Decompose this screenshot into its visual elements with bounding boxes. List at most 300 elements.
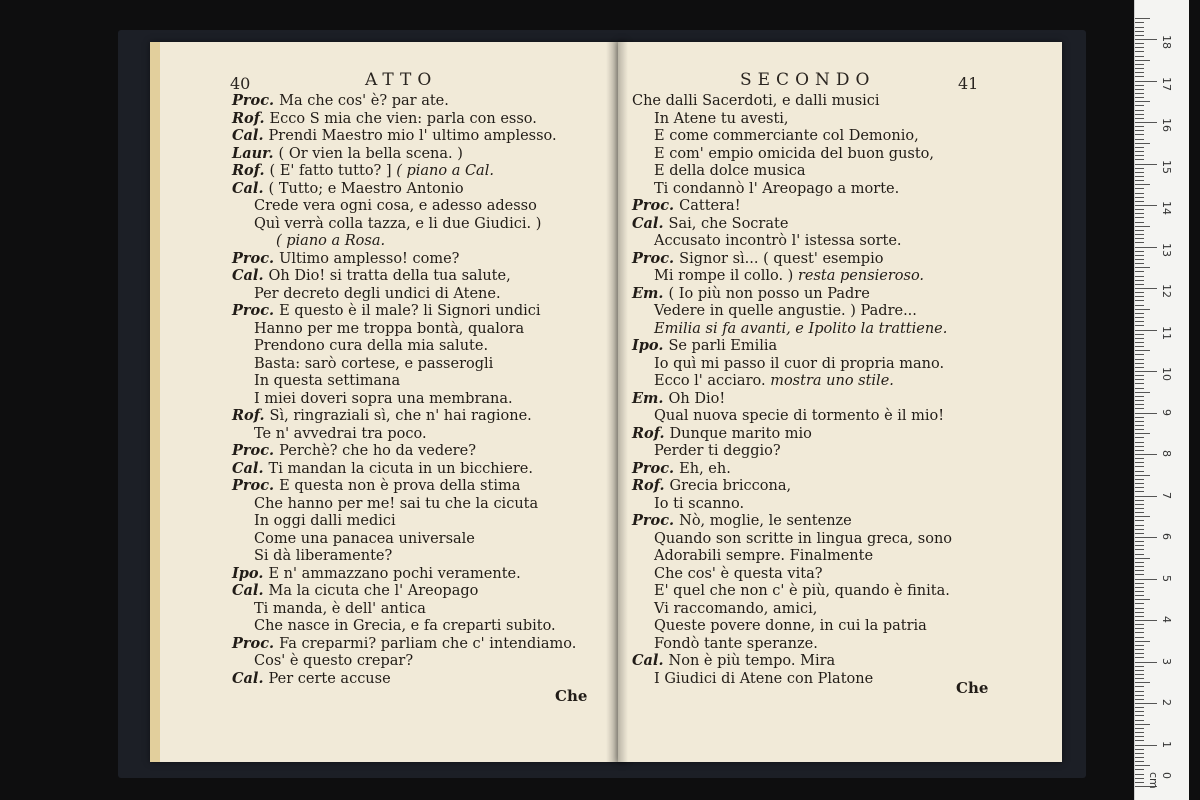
text-line — [232, 129, 557, 144]
ruler-label: 1 — [1160, 740, 1173, 748]
ruler-tick — [1135, 85, 1144, 86]
ruler-tick — [1135, 139, 1144, 140]
ruler-label: 14 — [1160, 201, 1173, 215]
ruler-tick — [1135, 525, 1144, 526]
verse-text: Perchè? che ho da vedere? — [279, 443, 476, 459]
speaker-label: Cal. — [632, 214, 669, 232]
ruler-label: 0 cm — [1147, 772, 1173, 789]
ruler-tick — [1135, 259, 1144, 260]
speaker-label: Cal. — [232, 267, 269, 284]
ruler-tick — [1135, 541, 1144, 542]
ruler-tick — [1135, 632, 1144, 633]
ruler-tick — [1135, 375, 1144, 376]
ruler-tick — [1135, 234, 1144, 235]
verse-text: Oh Dio! si tratta della tua salute, — [268, 268, 511, 284]
ruler-tick — [1135, 458, 1144, 459]
text-line — [654, 112, 789, 127]
verse-text: Se parli Emilia — [668, 338, 778, 354]
ruler-label: 15 — [1160, 159, 1173, 174]
ruler-tick — [1135, 462, 1144, 463]
ruler-tick — [1135, 296, 1144, 297]
ruler-tick — [1135, 43, 1144, 44]
ruler-tick — [1135, 242, 1144, 243]
ruler-label: 10 — [1160, 367, 1173, 381]
text-line — [654, 619, 927, 634]
speaker-label: Proc. — [232, 477, 280, 494]
ruler-tick — [1135, 400, 1144, 401]
verse-text: Cos' è questo crepar? — [254, 653, 414, 669]
verse-text: Ma che cos' è? par ate. — [279, 93, 449, 109]
verse-text: Che hanno per me! sai tu che la cicuta — [254, 495, 539, 512]
ruler-tick — [1135, 114, 1144, 115]
verse-text: Io quì mi passo il cuor di propria mano. — [654, 355, 945, 372]
ruler-tick — [1135, 396, 1144, 397]
ruler-tick — [1135, 155, 1144, 156]
ruler-tick — [1135, 168, 1144, 169]
ruler-tick — [1135, 591, 1144, 592]
ruler-tick — [1135, 363, 1144, 364]
ruler-tick — [1135, 188, 1144, 189]
ruler-tick — [1135, 628, 1144, 629]
ruler-tick — [1135, 500, 1144, 501]
text-line — [632, 214, 789, 232]
ruler-tick — [1135, 305, 1144, 306]
ruler-tick — [1135, 566, 1144, 567]
verse-text: Queste povere donne, in cui la patria — [654, 618, 927, 634]
verse-text: E questa non è prova della stima — [279, 478, 521, 494]
ruler-tick — [1135, 620, 1157, 621]
text-line — [254, 549, 392, 564]
ruler-tick — [1135, 97, 1144, 98]
ruler-tick — [1135, 520, 1144, 521]
ruler-tick — [1135, 134, 1144, 135]
verse-text: ( Tutto; e Maestro Antonio — [268, 180, 464, 197]
text-line — [654, 357, 944, 372]
ruler-tick — [1135, 657, 1144, 658]
speaker-label: Rof. — [632, 477, 670, 494]
ruler-tick — [1135, 35, 1144, 36]
ruler-tick — [1135, 579, 1157, 580]
ruler-tick — [1135, 105, 1144, 106]
text-line — [232, 584, 478, 599]
ruler-tick — [1135, 595, 1144, 596]
speaker-label: Proc. — [232, 92, 280, 109]
verse-text: ( Or vien la bella scena. ) — [278, 145, 463, 162]
ruler-tick — [1135, 711, 1144, 712]
ruler-tick — [1135, 549, 1144, 550]
ruler-tick — [1135, 255, 1144, 256]
ruler-tick — [1135, 533, 1144, 534]
text-line — [654, 497, 744, 512]
text-line — [232, 249, 460, 267]
ruler-tick — [1135, 176, 1144, 177]
text-line — [254, 392, 513, 407]
text-line — [254, 602, 426, 617]
ruler-tick — [1135, 180, 1144, 181]
ruler-tick — [1135, 437, 1144, 438]
ruler-tick — [1135, 545, 1144, 546]
ruler-tick — [1135, 213, 1144, 214]
ruler-tick — [1135, 313, 1144, 314]
ruler-label: 5 — [1160, 574, 1173, 582]
text-line — [632, 249, 884, 267]
speaker-label: Em. — [632, 389, 669, 407]
text-line — [654, 147, 934, 162]
text-line — [632, 654, 835, 669]
ruler-tick — [1135, 450, 1144, 451]
ruler-tick — [1135, 554, 1144, 555]
ruler-tick — [1135, 280, 1144, 281]
ruler-tick — [1135, 745, 1157, 746]
speaker-label: Cal. — [632, 652, 669, 669]
verse-text: Io ti scanno. — [654, 495, 745, 512]
left-page — [150, 42, 626, 762]
verse-text: Grecia briccona, — [669, 478, 792, 494]
verse-text: Signor sì... ( quest' esempio — [679, 250, 884, 267]
text-line — [232, 444, 476, 459]
ruler-tick — [1135, 496, 1157, 497]
text-line — [654, 602, 817, 617]
ruler-tick — [1135, 570, 1144, 571]
ruler-tick — [1135, 778, 1144, 779]
ruler-tick — [1135, 417, 1144, 418]
speaker-label: Proc. — [632, 249, 680, 267]
verse-text: Fondò tante speranze. — [654, 635, 818, 652]
ruler-tick — [1135, 442, 1144, 443]
ruler-tick — [1135, 649, 1144, 650]
ruler-tick — [1135, 641, 1150, 642]
ruler-label: 9 — [1160, 408, 1173, 416]
text-line — [654, 322, 947, 337]
ruler-tick — [1135, 267, 1150, 268]
text-line — [654, 234, 902, 249]
verse-text: Basta: sarò cortese, e passerogli — [254, 355, 494, 372]
ruler-tick — [1135, 558, 1150, 559]
ruler-tick — [1135, 193, 1144, 194]
verse-text: ( Io più non posso un Padre — [668, 285, 870, 302]
ruler-label: 8 — [1160, 450, 1173, 457]
verse-text: Ultimo amplesso! come? — [279, 250, 460, 267]
ruler-tick — [1135, 728, 1144, 729]
text-line — [232, 634, 577, 652]
ruler-tick — [1135, 392, 1150, 393]
verse-text: Che dalli Sacerdoti, e dalli musici — [632, 93, 880, 109]
ruler-tick — [1135, 624, 1144, 625]
ruler-tick — [1135, 653, 1144, 654]
ruler-tick — [1135, 724, 1150, 725]
ruler-tick — [1135, 736, 1144, 737]
text-line — [654, 637, 818, 652]
speaker-label: Cal. — [232, 127, 269, 144]
speaker-label: Rof. — [232, 109, 270, 127]
ruler-tick — [1135, 562, 1144, 563]
verse-text: Ma la cicuta che l' Areopago — [268, 583, 479, 599]
ruler-label: 3 — [1160, 657, 1173, 665]
ruler-tick — [1135, 504, 1144, 505]
ruler-tick — [1135, 22, 1144, 23]
text-line — [632, 199, 741, 214]
text-line — [654, 532, 952, 547]
ruler-tick — [1135, 429, 1144, 430]
speaker-label: Em. — [632, 284, 669, 302]
text-line — [254, 497, 538, 512]
ruler-tick — [1135, 686, 1144, 687]
ruler-tick — [1135, 616, 1144, 617]
ruler-tick — [1135, 197, 1144, 198]
ruler-tick — [1135, 284, 1144, 285]
book-gutter — [606, 42, 628, 762]
ruler-tick — [1135, 715, 1144, 716]
text-line — [654, 164, 805, 179]
verse-text: Sì, ringraziali sì, che n' hai ragione. — [269, 408, 532, 424]
text-line — [654, 269, 924, 284]
verse-text: Accusato incontrò l' istessa sorte. — [654, 233, 902, 249]
text-line — [632, 514, 852, 529]
ruler-label: 11 — [1160, 325, 1173, 340]
right-page — [618, 42, 1062, 762]
text-line — [232, 164, 494, 179]
verse-text: Ti mandan la cicuta in un bicchiere. — [268, 460, 533, 477]
text-line — [254, 427, 427, 442]
text-line — [632, 339, 777, 354]
ruler-tick — [1135, 699, 1144, 700]
ruler-tick — [1135, 662, 1157, 663]
ruler-tick — [1135, 201, 1144, 202]
ruler-tick — [1135, 64, 1144, 65]
ruler-tick — [1135, 60, 1150, 61]
speaker-label: Cal. — [232, 459, 269, 477]
ruler-tick — [1135, 172, 1144, 173]
ruler-tick — [1135, 209, 1144, 210]
text-line — [654, 182, 899, 197]
ruler-tick — [1135, 761, 1144, 762]
ruler-tick — [1135, 475, 1150, 476]
ruler-tick — [1135, 251, 1144, 252]
text-line — [654, 567, 823, 582]
ruler-tick — [1135, 537, 1157, 538]
ruler-tick — [1135, 143, 1150, 144]
ruler-tick — [1135, 325, 1144, 326]
ruler-tick — [1135, 334, 1144, 335]
verse-text: Prendono cura della mia salute. — [254, 338, 489, 354]
text-line — [232, 479, 520, 494]
ruler-tick — [1135, 749, 1144, 750]
ruler-tick — [1135, 413, 1157, 414]
ruler-tick — [1135, 471, 1144, 472]
text-line — [254, 339, 488, 354]
ruler-tick — [1135, 292, 1144, 293]
page-number: 41 — [958, 74, 979, 93]
page-number: 40 — [230, 74, 251, 93]
ruler-tick — [1135, 338, 1144, 339]
stage-direction: Emilia si fa avanti, e Ipolito la trattiene. — [654, 320, 948, 337]
ruler-label: 17 — [1160, 76, 1173, 91]
ruler-tick — [1135, 740, 1144, 741]
ruler-tick — [1135, 367, 1144, 368]
ruler-tick — [1135, 76, 1144, 77]
ruler-tick — [1135, 408, 1144, 409]
catchword: Che — [956, 679, 989, 697]
verse-text: E come commerciante col Demonio, — [654, 128, 919, 144]
text-line — [232, 109, 537, 127]
ruler-tick — [1135, 159, 1144, 160]
stage-direction: ( piano a Rosa. — [276, 233, 386, 249]
speaker-label: Proc. — [232, 249, 280, 267]
ruler-tick — [1135, 433, 1150, 434]
speaker-label: Cal. — [232, 582, 269, 599]
text-line — [654, 374, 894, 389]
ruler-tick — [1135, 678, 1144, 679]
text-line — [632, 424, 812, 442]
verse-text: Eh, eh. — [679, 460, 731, 477]
ruler-tick — [1135, 753, 1144, 754]
speaker-label: Proc. — [632, 512, 680, 529]
verse-text: Non è più tempo. Mira — [668, 653, 836, 669]
text-line — [632, 94, 880, 109]
ruler-tick — [1135, 118, 1144, 119]
speaker-label: Cal. — [232, 179, 269, 197]
ruler-tick — [1135, 383, 1144, 384]
text-line — [254, 287, 501, 302]
verse-text: E com' empio omicida del buon gusto, — [654, 145, 935, 162]
text-line — [632, 459, 731, 477]
ruler-tick — [1135, 317, 1144, 318]
ruler-tick — [1135, 379, 1144, 380]
catchword: Che — [555, 687, 588, 705]
ruler-tick — [1135, 388, 1144, 389]
ruler-tick — [1135, 371, 1157, 372]
verse-text: Ecco S mia che vien: parla con esso. — [269, 110, 537, 127]
ruler-tick — [1135, 276, 1144, 277]
text-line — [254, 374, 400, 389]
ruler-tick — [1135, 89, 1144, 90]
ruler-tick — [1135, 217, 1144, 218]
ruler-tick — [1135, 222, 1144, 223]
ruler-tick — [1135, 720, 1144, 721]
ruler-tick — [1135, 81, 1157, 82]
verse-text: Per decreto degli undici di Atene. — [254, 285, 501, 302]
speaker-label: Rof. — [232, 407, 270, 424]
verse-text: Oh Dio! — [668, 390, 726, 407]
ruler-tick — [1135, 184, 1150, 185]
ruler-tick — [1135, 321, 1144, 322]
verse-text: Si dà liberamente? — [254, 548, 393, 564]
ruler-tick — [1135, 612, 1144, 613]
ruler-label: 18 — [1160, 35, 1173, 49]
text-line — [254, 357, 493, 372]
verse-text: Te n' avvedrai tra poco. — [254, 425, 427, 442]
speaker-label: Proc. — [232, 302, 280, 319]
ruler-tick — [1135, 757, 1144, 758]
speaker-label: Proc. — [632, 197, 680, 214]
verse-text: Vedere in quelle angustie. ) Padre... — [654, 303, 917, 319]
ruler-tick — [1135, 230, 1144, 231]
verse-text: Ti condannò l' Areopago a morte. — [654, 180, 900, 197]
ruler-tick — [1135, 782, 1144, 783]
ruler-tick — [1135, 342, 1144, 343]
text-line — [654, 304, 917, 319]
ruler-tick — [1135, 583, 1144, 584]
ruler-label: 2 — [1160, 699, 1173, 706]
verse-text: Nò, moglie, le sentenze — [679, 513, 852, 529]
ruler-tick — [1135, 39, 1157, 40]
ruler-tick — [1135, 765, 1150, 766]
ruler-tick — [1135, 27, 1144, 28]
verse-text: Vi raccomando, amici, — [654, 600, 818, 617]
ruler-tick — [1135, 346, 1144, 347]
verse-text: Mi rompe il collo. ) — [654, 268, 794, 284]
ruler-tick — [1135, 574, 1144, 575]
speaker-label: Proc. — [632, 459, 680, 477]
speaker-label: Cal. — [232, 669, 269, 687]
ruler-tick — [1135, 271, 1144, 272]
ruler-tick — [1135, 93, 1144, 94]
ruler-tick — [1135, 446, 1144, 447]
ruler-tick — [1135, 421, 1144, 422]
text-line — [232, 459, 533, 477]
ruler-tick — [1135, 130, 1144, 131]
ruler-tick — [1135, 637, 1144, 638]
ruler-tick — [1135, 147, 1144, 148]
text-line — [654, 129, 919, 144]
text-line — [232, 409, 532, 424]
verse-text: Quando son scritte in lingua greca, sono — [654, 530, 953, 547]
ruler-label: 13 — [1160, 242, 1173, 257]
ruler-tick — [1135, 110, 1144, 111]
ruler-tick — [1135, 491, 1144, 492]
verse-text: In Atene tu avesti, — [654, 110, 789, 127]
speaker-label: Laur. — [232, 144, 279, 162]
verse-text: E questo è il male? li Signori undici — [279, 303, 541, 319]
ruler-tick — [1135, 732, 1144, 733]
verse-text: E della dolce musica — [654, 163, 806, 179]
ruler-tick — [1135, 68, 1144, 69]
verse-text: Che cos' è questa vita? — [654, 565, 823, 582]
ruler-tick — [1135, 599, 1150, 600]
ruler-tick — [1135, 682, 1150, 683]
text-line — [254, 322, 524, 337]
ruler-tick — [1135, 354, 1144, 355]
ruler-tick — [1135, 309, 1150, 310]
ruler-tick — [1135, 263, 1144, 264]
ruler-tick — [1135, 151, 1144, 152]
verse-text: Che nasce in Grecia, e fa creparti subito. — [254, 618, 556, 634]
ruler-tick — [1135, 479, 1144, 480]
ruler-tick — [1135, 695, 1144, 696]
text-line — [232, 564, 521, 582]
verse-text: Adorabili sempre. Finalmente — [654, 548, 874, 564]
text-line — [232, 94, 449, 109]
ruler-tick — [1135, 288, 1157, 289]
text-line — [254, 619, 556, 634]
speaker-label: Proc. — [232, 634, 280, 652]
text-line — [654, 409, 944, 424]
ruler-tick — [1135, 330, 1157, 331]
ruler-tick — [1135, 56, 1144, 57]
ruler-tick — [1135, 516, 1150, 517]
stage-direction: mostra uno stile. — [765, 373, 894, 389]
ruler-tick — [1135, 238, 1144, 239]
text-line — [254, 532, 475, 547]
verse-text: Sai, che Socrate — [668, 215, 789, 232]
text-line — [232, 179, 464, 197]
text-line — [654, 549, 873, 564]
ruler-tick — [1135, 483, 1144, 484]
text-line — [232, 304, 541, 319]
verse-text: Ecco l' acciaro. — [654, 373, 766, 389]
speaker-label: Ipo. — [632, 337, 669, 354]
verse-text: Perder ti deggio? — [654, 443, 781, 459]
